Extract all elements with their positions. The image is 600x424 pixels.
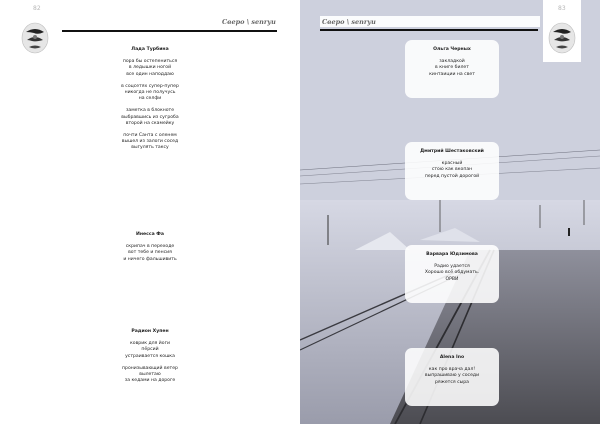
poem-line: второй на скамейку [125, 120, 175, 126]
poem-line: скрипач в переходе [125, 244, 175, 250]
poem-author: Радион Хупен [131, 329, 169, 334]
poem-line: пронизывающий ветер [122, 365, 178, 371]
poem-card [405, 40, 499, 98]
poem-author: Alena Ino [439, 355, 465, 360]
poem-block [90, 232, 210, 263]
poem-line: в ледышки ногой [128, 65, 172, 71]
poem-line: вот тебе и пенсия [128, 250, 172, 256]
poem-line: выпрашиваю у соседи [424, 373, 480, 379]
header-rule-left [62, 30, 277, 32]
poem-line: выгулять таксу [131, 145, 169, 151]
poem-line: вылетаю [139, 372, 161, 378]
poem-line: в книге билет [435, 65, 469, 71]
poem-line: красный [441, 161, 463, 167]
journal-logo-icon [20, 20, 50, 56]
poem-line: Радио удается [434, 264, 470, 270]
poem-line: закладкой [439, 59, 465, 65]
running-header-left: Свеpo \ senryu [222, 18, 276, 26]
poem-block [90, 329, 210, 384]
poem-block [90, 47, 210, 152]
running-header-right: Свеpo \ senryu [322, 18, 376, 26]
poem-line: и ничего фальшивить [123, 256, 177, 262]
journal-logo-icon [547, 20, 577, 56]
poem-author: Варвара Юдзимова [426, 252, 478, 257]
poem-line: почти Санта с оленем [123, 133, 177, 139]
poem-line: пора бы остепениться [122, 59, 178, 65]
poem-line: за кедами на дороге [124, 378, 176, 384]
poem-line: в соцсетях супер-пупер [121, 83, 179, 89]
poem-line: все один наподдаю [126, 71, 174, 77]
poem-line: перед пустой дорогой [424, 173, 480, 179]
poem-card [405, 142, 499, 200]
poem-line: никогда не получусь [124, 90, 176, 96]
poem-line: вышел из залоги сосед [121, 139, 179, 145]
poem-line: заметка в блокноте [125, 108, 175, 114]
poem-line: ОРВИ [445, 276, 459, 282]
poem-line: кинтаиции на свет [429, 71, 475, 77]
poem-author: Лада Турбина [131, 47, 169, 52]
poem-author: Инесса Фа [136, 232, 164, 237]
poem-line: ряжется сыра [435, 379, 469, 385]
page-number-left: 82 [33, 5, 41, 12]
page-number-right: 83 [558, 5, 566, 12]
header-rule-right [320, 29, 538, 31]
poem-line: Хорошо всё обдумать. [424, 270, 480, 276]
poem-line: как про врача дал! [428, 367, 476, 373]
poem-line: на селфи [138, 96, 162, 102]
poem-line: устраивается кошка [125, 353, 175, 359]
poem-card [405, 348, 499, 406]
poem-line: стою как вкопан [431, 167, 473, 173]
poem-line: выбравшись из сугроба [121, 114, 179, 120]
poem-line: коврик для йоги [130, 341, 170, 347]
poem-author: Ольга Черных [433, 47, 471, 52]
poem-line: пёрсий [141, 347, 159, 353]
poem-author: Дмитрий Шестаковский [420, 149, 484, 154]
poem-card [405, 245, 499, 303]
